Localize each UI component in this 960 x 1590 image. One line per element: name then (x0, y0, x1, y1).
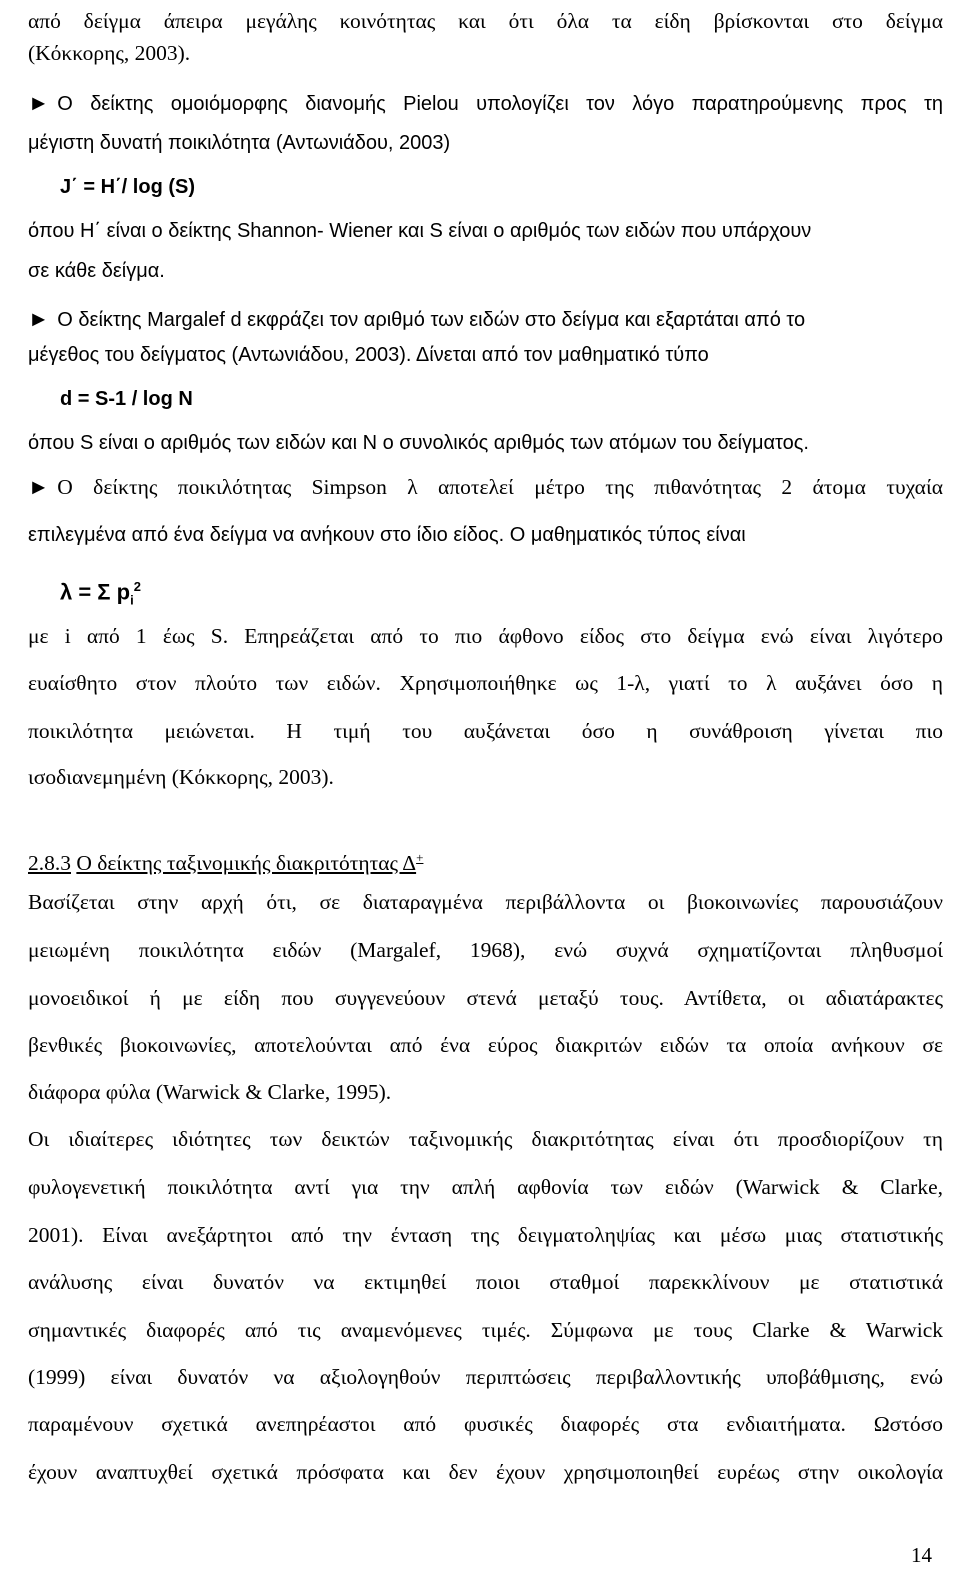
paragraph-line: ανάλυσης είναι δυνατόν να εκτιμηθεί ποιοι σταθμοί παρεκκλίνουν με στατιστικά (28, 1270, 943, 1294)
paragraph-line: διάφορα φύλα (Warwick & Clarke, 1995). (28, 1080, 392, 1104)
paragraph-line: ποικιλότητα μειώνεται. Η τιμή του αυξάνεται όσο η συνάθροιση γίνεται πιο (28, 719, 943, 743)
paragraph-line: σημαντικές διαφορές από τις αναμενόμενες τιμές. Σύμφωνα με τους Clarke & Warwick (28, 1318, 943, 1342)
paragraph-line: Βασίζεται στην αρχή ότι, σε διαταραγμένα περιβάλλοντα οι βιοκοινωνίες παρουσιάζουν (28, 890, 943, 914)
paragraph-line: φυλογενετική ποικιλότητα αντί για την απλή αφθονία των ειδών (Warwick & Clarke, (28, 1175, 943, 1199)
paragraph-line: ευαίσθητο στον πλούτο των ειδών. Χρησιμοποιήθηκε ως 1-λ, γιατί το λ αυξάνει όσο η (28, 671, 943, 695)
paragraph-line: 2001). Είναι ανεξάρτητοι από την ένταση της δειγματοληψίας και μέσω μιας στατιστικής (28, 1223, 943, 1247)
paragraph-line: (1999) είναι δυνατόν να αξιολογηθούν περιπτώσεις περιβαλλοντικής υποβάθμισης, ενώ (28, 1365, 943, 1389)
paragraph-line: μειωμένη ποικιλότητα ειδών (Margalef, 1968), ενώ συχνά σχηματίζονται πληθυσμοί (28, 938, 943, 962)
bullet-arrow-icon: ► (28, 475, 50, 499)
formula-pielou: J΄ = H΄/ log (S) (60, 176, 195, 198)
paragraph-line: μέγιστη δυνατή ποικιλότητα (Αντωνιάδου, 2003) (28, 132, 451, 154)
bullet-arrow-icon: ► (28, 91, 50, 115)
paragraph-line: επιλεγμένα από ένα δείγμα να ανήκουν στο ίδιο είδος. Ο μαθηματικός τύπος είναι (28, 524, 746, 546)
bullet-line-pielou: ► Ο δείκτης ομοιόμορφης διανομής Pielou υπολογίζει τον λόγο παρατηρούμενης προς τη (28, 88, 943, 119)
section-heading: 2.8.3 Ο δείκτης ταξινομικής διακριτότητας Δ+ (28, 850, 424, 876)
paragraph-line: Οι ιδιαίτερες ιδιότητες των δεικτών ταξινομικής διακριτότητας είναι ότι προσδιορίζουν τη (28, 1127, 943, 1151)
paragraph-line: μονοειδικοί ή με είδη που συγγενεύουν στενά μεταξύ τους. Αντίθετα, οι αδιατάρακτες (28, 986, 943, 1010)
paragraph-line: σε κάθε δείγμα. (28, 260, 165, 282)
paragraph-line: παραμένουν σχετικά ανεπηρέαστοι από φυσικές διαφορές στα ενδιαιτήματα. Ωστόσο (28, 1412, 943, 1436)
bullet-line-simpson: ► Ο δείκτης ποικιλότητας Simpson λ αποτελεί μέτρο της πιθανότητας 2 άτομα τυχαία (28, 472, 943, 502)
paragraph-line: (Κόκκορης, 2003). (28, 41, 191, 65)
paragraph-line: μέγεθος του δείγματος (Αντωνιάδου, 2003). Δίνεται από τον μαθηματικό τύπο (28, 344, 709, 366)
formula-simpson: λ = Σ $p_i^2$ (60, 579, 141, 608)
bullet-line-margalef: ► Ο δείκτης Margalef d εκφράζει τον αριθμό των ειδών στο δείγμα και εξαρτάται από το (28, 304, 805, 335)
page-number: 14 (911, 1543, 932, 1567)
paragraph-line: από δείγμα άπειρα μεγάλης κοινότητας και ότι όλα τα είδη βρίσκονται στο δείγμα (28, 9, 943, 33)
bullet-arrow-icon: ► (28, 307, 50, 331)
paragraph-line: όπου S είναι ο αριθμός των ειδών και N ο συνολικός αριθμός των ατόμων του δείγματος. (28, 432, 809, 454)
paragraph-line: με i από 1 έως S. Επηρεάζεται από το πιο άφθονο είδος στο δείγμα ενώ είναι λιγότερο (28, 624, 943, 648)
formula-margalef: d = S-1 / log N (60, 388, 193, 410)
paragraph-line: έχουν αναπτυχθεί σχετικά πρόσφατα και δεν έχουν χρησιμοποιηθεί ευρέως στην οικολογία (28, 1460, 943, 1484)
paragraph-line: όπου Η΄ είναι ο δείκτης Shannon- Wiener και S είναι ο αριθμός των ειδών που υπάρχουν (28, 220, 812, 242)
paragraph-line: βενθικές βιοκοινωνίες, αποτελούνται από ένα εύρος διακριτών ειδών τα οποία ανήκουν σε (28, 1033, 943, 1057)
paragraph-line: ισοδιανεμημένη (Κόκκορης, 2003). (28, 765, 334, 789)
